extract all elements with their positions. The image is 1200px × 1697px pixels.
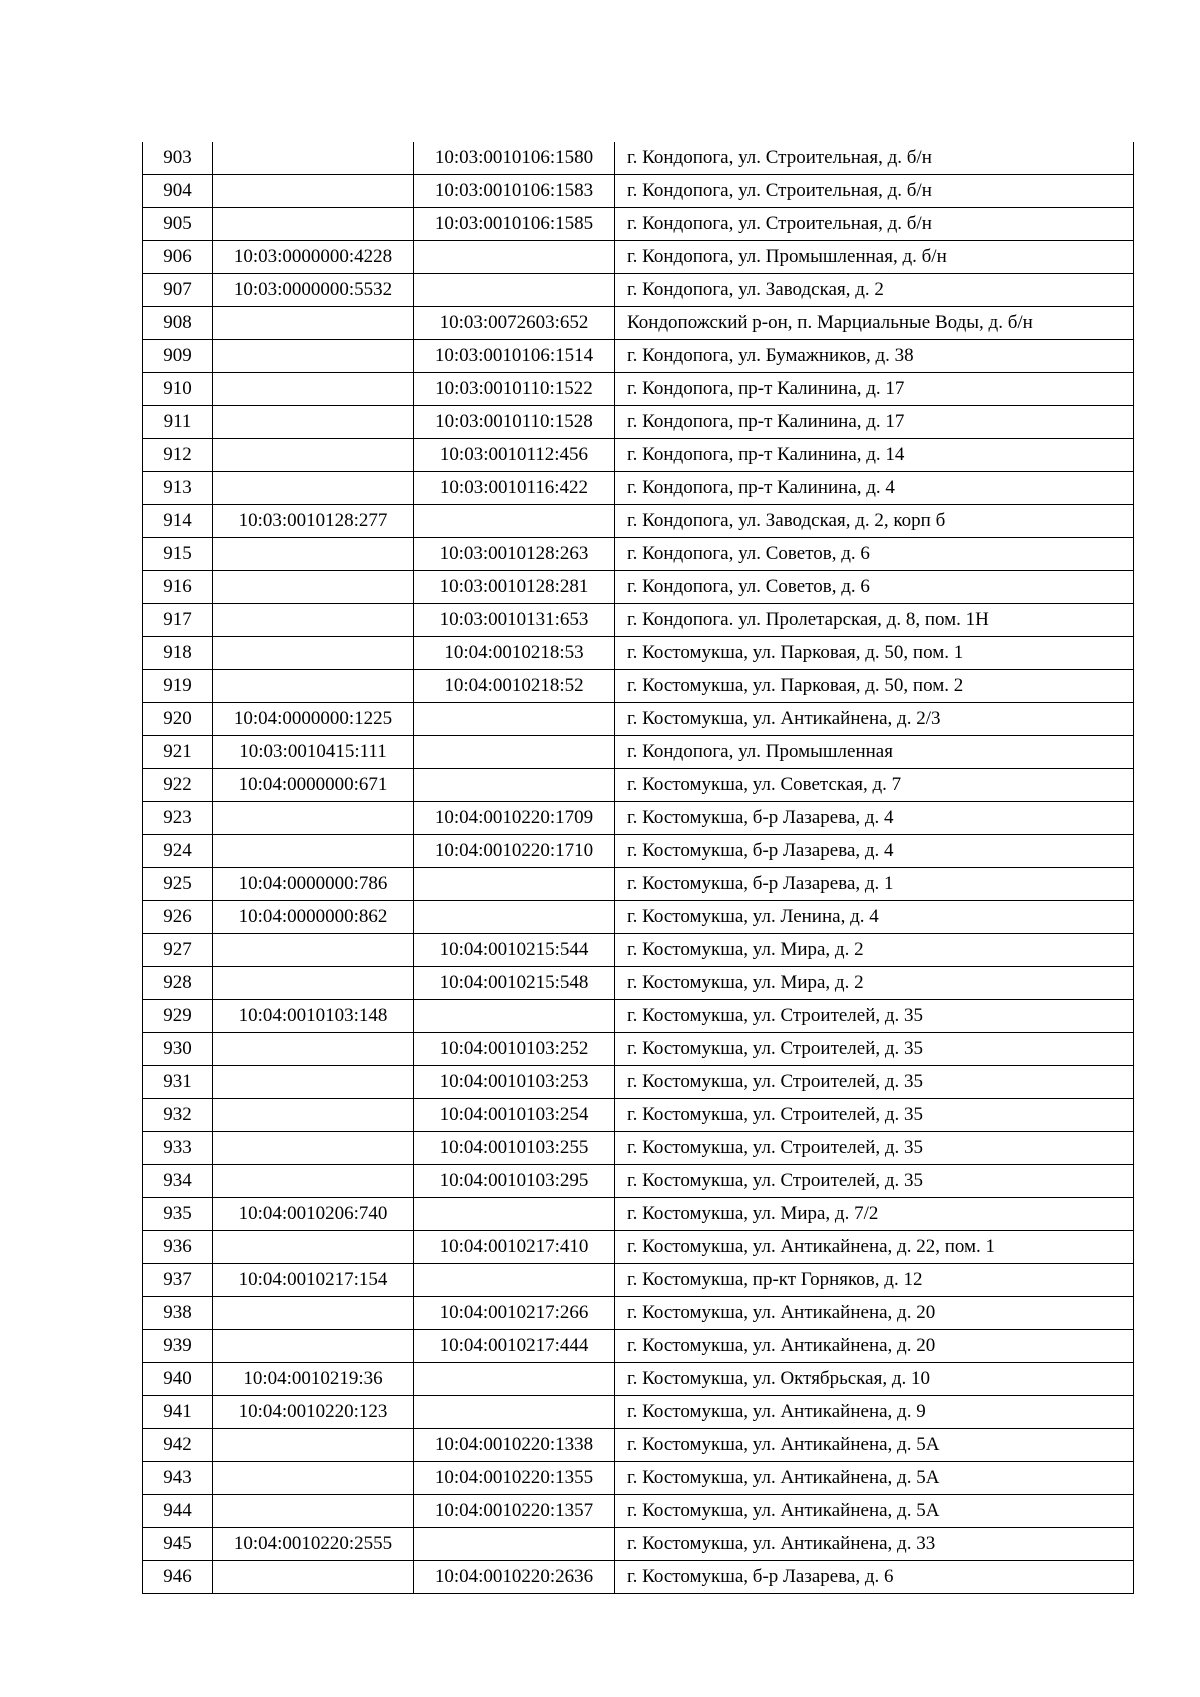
table-row xyxy=(143,901,1134,934)
table-row xyxy=(143,604,1134,637)
land-cadastral-number-cell xyxy=(213,472,414,505)
land-cadastral-number-cell xyxy=(213,208,414,241)
land-cadastral-number-cell: 10:04:0010206:740 xyxy=(213,1198,414,1231)
table-row xyxy=(143,1528,1134,1561)
table-row xyxy=(143,208,1134,241)
land-cadastral-number-cell: 10:03:0010415:111 xyxy=(213,736,414,769)
address-cell: г. Костомукша, ул. Антикайнена, д. 5А xyxy=(615,1495,1134,1528)
table-row xyxy=(143,1066,1134,1099)
address-cell: г. Костомукша, ул. Строителей, д. 35 xyxy=(615,1066,1134,1099)
row-number-cell: 914 xyxy=(143,505,213,538)
land-cadastral-number-cell xyxy=(213,373,414,406)
address-cell: г. Костомукша, ул. Антикайнена, д. 5А xyxy=(615,1429,1134,1462)
land-cadastral-number-cell xyxy=(213,1231,414,1264)
table-row xyxy=(143,1231,1134,1264)
address-cell: г. Костомукша, ул. Октябрьская, д. 10 xyxy=(615,1363,1134,1396)
table-row xyxy=(143,703,1134,736)
table-row xyxy=(143,1198,1134,1231)
object-cadastral-number-cell xyxy=(414,241,615,274)
object-cadastral-number-cell: 10:04:0010218:53 xyxy=(414,637,615,670)
address-cell: г. Кондопога, ул. Заводская, д. 2, корп б xyxy=(615,505,1134,538)
table-row xyxy=(143,1099,1134,1132)
object-cadastral-number-cell: 10:03:0010106:1514 xyxy=(414,340,615,373)
table-row xyxy=(143,1561,1134,1594)
address-cell: г. Костомукша, б-р Лазарева, д. 4 xyxy=(615,835,1134,868)
object-cadastral-number-cell xyxy=(414,1198,615,1231)
address-cell: г. Кондопога, ул. Строительная, д. б/н xyxy=(615,142,1134,175)
address-cell: г. Костомукша, ул. Антикайнена, д. 5А xyxy=(615,1462,1134,1495)
object-cadastral-number-cell xyxy=(414,868,615,901)
land-cadastral-number-cell xyxy=(213,1033,414,1066)
table-row xyxy=(143,505,1134,538)
row-number-cell: 909 xyxy=(143,340,213,373)
land-cadastral-number-cell xyxy=(213,307,414,340)
land-cadastral-number-cell: 10:04:0010220:2555 xyxy=(213,1528,414,1561)
land-cadastral-number-cell xyxy=(213,967,414,1000)
row-number-cell: 931 xyxy=(143,1066,213,1099)
object-cadastral-number-cell: 10:04:0010217:266 xyxy=(414,1297,615,1330)
row-number-cell: 941 xyxy=(143,1396,213,1429)
table-row xyxy=(143,406,1134,439)
land-cadastral-number-cell: 10:04:0010219:36 xyxy=(213,1363,414,1396)
object-cadastral-number-cell xyxy=(414,1363,615,1396)
table-row xyxy=(143,769,1134,802)
object-cadastral-number-cell: 10:04:0010220:2636 xyxy=(414,1561,615,1594)
table-row xyxy=(143,835,1134,868)
table-row xyxy=(143,307,1134,340)
table-row xyxy=(143,1462,1134,1495)
row-number-cell: 925 xyxy=(143,868,213,901)
land-cadastral-number-cell: 10:04:0000000:1225 xyxy=(213,703,414,736)
address-cell: г. Костомукша, ул. Антикайнена, д. 20 xyxy=(615,1297,1134,1330)
row-number-cell: 918 xyxy=(143,637,213,670)
land-cadastral-number-cell: 10:04:0010103:148 xyxy=(213,1000,414,1033)
land-cadastral-number-cell xyxy=(213,1561,414,1594)
object-cadastral-number-cell: 10:04:0010220:1357 xyxy=(414,1495,615,1528)
address-cell: г. Костомукша, ул. Советская, д. 7 xyxy=(615,769,1134,802)
object-cadastral-number-cell: 10:04:0010217:444 xyxy=(414,1330,615,1363)
table-row xyxy=(143,142,1134,175)
address-cell: г. Костомукша, ул. Строителей, д. 35 xyxy=(615,1099,1134,1132)
row-number-cell: 908 xyxy=(143,307,213,340)
object-cadastral-number-cell: 10:03:0010116:422 xyxy=(414,472,615,505)
address-cell: г. Кондопога, ул. Советов, д. 6 xyxy=(615,571,1134,604)
address-cell: г. Костомукша, ул. Мира, д. 2 xyxy=(615,934,1134,967)
address-cell: г. Костомукша, ул. Парковая, д. 50, пом. 1 xyxy=(615,637,1134,670)
land-cadastral-number-cell: 10:04:0010220:123 xyxy=(213,1396,414,1429)
address-cell: г. Костомукша, ул. Антикайнена, д. 20 xyxy=(615,1330,1134,1363)
land-cadastral-number-cell xyxy=(213,1297,414,1330)
object-cadastral-number-cell: 10:04:0010103:253 xyxy=(414,1066,615,1099)
object-cadastral-number-cell: 10:04:0010215:548 xyxy=(414,967,615,1000)
land-cadastral-number-cell xyxy=(213,934,414,967)
row-number-cell: 904 xyxy=(143,175,213,208)
land-cadastral-number-cell: 10:03:0000000:5532 xyxy=(213,274,414,307)
table-row xyxy=(143,241,1134,274)
row-number-cell: 924 xyxy=(143,835,213,868)
table-row xyxy=(143,967,1134,1000)
register-table-body xyxy=(143,142,1134,1594)
land-cadastral-number-cell xyxy=(213,637,414,670)
row-number-cell: 936 xyxy=(143,1231,213,1264)
object-cadastral-number-cell: 10:03:0010112:456 xyxy=(414,439,615,472)
object-cadastral-number-cell xyxy=(414,769,615,802)
address-cell: г. Костомукша, ул. Антикайнена, д. 2/3 xyxy=(615,703,1134,736)
table-row xyxy=(143,472,1134,505)
table-row xyxy=(143,538,1134,571)
address-cell: г. Костомукша, пр-кт Горняков, д. 12 xyxy=(615,1264,1134,1297)
object-cadastral-number-cell: 10:04:0010103:295 xyxy=(414,1165,615,1198)
row-number-cell: 926 xyxy=(143,901,213,934)
object-cadastral-number-cell: 10:04:0010220:1355 xyxy=(414,1462,615,1495)
row-number-cell: 930 xyxy=(143,1033,213,1066)
row-number-cell: 905 xyxy=(143,208,213,241)
table-row xyxy=(143,1264,1134,1297)
row-number-cell: 932 xyxy=(143,1099,213,1132)
address-cell: г. Кондопога, пр-т Калинина, д. 17 xyxy=(615,373,1134,406)
land-cadastral-number-cell xyxy=(213,406,414,439)
land-cadastral-number-cell: 10:03:0010128:277 xyxy=(213,505,414,538)
object-cadastral-number-cell: 10:04:0010218:52 xyxy=(414,670,615,703)
object-cadastral-number-cell: 10:03:0010128:263 xyxy=(414,538,615,571)
row-number-cell: 920 xyxy=(143,703,213,736)
address-cell: г. Кондопога, ул. Бумажников, д. 38 xyxy=(615,340,1134,373)
row-number-cell: 922 xyxy=(143,769,213,802)
table-row xyxy=(143,1000,1134,1033)
address-cell: г. Кондопога, ул. Заводская, д. 2 xyxy=(615,274,1134,307)
row-number-cell: 911 xyxy=(143,406,213,439)
address-cell: г. Кондопога, ул. Строительная, д. б/н xyxy=(615,175,1134,208)
land-cadastral-number-cell xyxy=(213,1165,414,1198)
land-cadastral-number-cell xyxy=(213,175,414,208)
land-cadastral-number-cell xyxy=(213,1132,414,1165)
row-number-cell: 943 xyxy=(143,1462,213,1495)
address-cell: г. Костомукша, ул. Антикайнена, д. 22, пом. 1 xyxy=(615,1231,1134,1264)
address-cell: г. Костомукша, ул. Парковая, д. 50, пом. 2 xyxy=(615,670,1134,703)
row-number-cell: 921 xyxy=(143,736,213,769)
object-cadastral-number-cell xyxy=(414,703,615,736)
table-row xyxy=(143,868,1134,901)
table-row xyxy=(143,1429,1134,1462)
table-row xyxy=(143,1297,1134,1330)
table-row xyxy=(143,1165,1134,1198)
object-cadastral-number-cell: 10:04:0010103:254 xyxy=(414,1099,615,1132)
table-row xyxy=(143,934,1134,967)
land-cadastral-number-cell xyxy=(213,670,414,703)
object-cadastral-number-cell xyxy=(414,736,615,769)
address-cell: г. Костомукша, ул. Мира, д. 2 xyxy=(615,967,1134,1000)
address-cell: г. Кондопога. ул. Пролетарская, д. 8, пом. 1Н xyxy=(615,604,1134,637)
row-number-cell: 927 xyxy=(143,934,213,967)
row-number-cell: 903 xyxy=(143,142,213,175)
object-cadastral-number-cell xyxy=(414,901,615,934)
address-cell: г. Костомукша, ул. Антикайнена, д. 33 xyxy=(615,1528,1134,1561)
land-cadastral-number-cell xyxy=(213,1429,414,1462)
table-row xyxy=(143,1330,1134,1363)
land-cadastral-number-cell xyxy=(213,538,414,571)
land-cadastral-number-cell xyxy=(213,1099,414,1132)
object-cadastral-number-cell xyxy=(414,1000,615,1033)
row-number-cell: 923 xyxy=(143,802,213,835)
row-number-cell: 928 xyxy=(143,967,213,1000)
address-cell: Кондопожский р-он, п. Марциальные Воды, д. б/н xyxy=(615,307,1134,340)
address-cell: г. Кондопога, пр-т Калинина, д. 14 xyxy=(615,439,1134,472)
object-cadastral-number-cell: 10:04:0010103:252 xyxy=(414,1033,615,1066)
land-cadastral-number-cell: 10:04:0000000:786 xyxy=(213,868,414,901)
table-row xyxy=(143,175,1134,208)
row-number-cell: 945 xyxy=(143,1528,213,1561)
land-cadastral-number-cell xyxy=(213,1330,414,1363)
table-row xyxy=(143,1396,1134,1429)
row-number-cell: 946 xyxy=(143,1561,213,1594)
table-row xyxy=(143,439,1134,472)
address-cell: г. Костомукша, ул. Строителей, д. 35 xyxy=(615,1000,1134,1033)
object-cadastral-number-cell: 10:03:0010131:653 xyxy=(414,604,615,637)
table-row xyxy=(143,1495,1134,1528)
table-row xyxy=(143,802,1134,835)
row-number-cell: 907 xyxy=(143,274,213,307)
row-number-cell: 935 xyxy=(143,1198,213,1231)
table-row xyxy=(143,670,1134,703)
property-register-table xyxy=(142,142,1134,1594)
address-cell: г. Кондопога, ул. Промышленная, д. б/н xyxy=(615,241,1134,274)
land-cadastral-number-cell: 10:04:0010217:154 xyxy=(213,1264,414,1297)
table-row xyxy=(143,373,1134,406)
row-number-cell: 910 xyxy=(143,373,213,406)
row-number-cell: 933 xyxy=(143,1132,213,1165)
land-cadastral-number-cell xyxy=(213,439,414,472)
address-cell: г. Кондопога, пр-т Калинина, д. 17 xyxy=(615,406,1134,439)
object-cadastral-number-cell: 10:03:0010110:1522 xyxy=(414,373,615,406)
row-number-cell: 919 xyxy=(143,670,213,703)
address-cell: г. Костомукша, ул. Строителей, д. 35 xyxy=(615,1165,1134,1198)
object-cadastral-number-cell: 10:03:0010106:1583 xyxy=(414,175,615,208)
address-cell: г. Кондопога, ул. Промышленная xyxy=(615,736,1134,769)
land-cadastral-number-cell: 10:04:0000000:671 xyxy=(213,769,414,802)
object-cadastral-number-cell: 10:04:0010217:410 xyxy=(414,1231,615,1264)
table-row xyxy=(143,637,1134,670)
land-cadastral-number-cell: 10:04:0000000:862 xyxy=(213,901,414,934)
row-number-cell: 913 xyxy=(143,472,213,505)
row-number-cell: 917 xyxy=(143,604,213,637)
address-cell: г. Костомукша, б-р Лазарева, д. 6 xyxy=(615,1561,1134,1594)
object-cadastral-number-cell: 10:04:0010220:1710 xyxy=(414,835,615,868)
object-cadastral-number-cell xyxy=(414,1528,615,1561)
object-cadastral-number-cell: 10:04:0010103:255 xyxy=(414,1132,615,1165)
row-number-cell: 944 xyxy=(143,1495,213,1528)
object-cadastral-number-cell xyxy=(414,505,615,538)
land-cadastral-number-cell xyxy=(213,1462,414,1495)
land-cadastral-number-cell xyxy=(213,1066,414,1099)
object-cadastral-number-cell: 10:03:0010106:1580 xyxy=(414,142,615,175)
land-cadastral-number-cell xyxy=(213,142,414,175)
address-cell: г. Кондопога, ул. Советов, д. 6 xyxy=(615,538,1134,571)
object-cadastral-number-cell: 10:03:0010128:281 xyxy=(414,571,615,604)
address-cell: г. Костомукша, ул. Антикайнена, д. 9 xyxy=(615,1396,1134,1429)
row-number-cell: 940 xyxy=(143,1363,213,1396)
row-number-cell: 912 xyxy=(143,439,213,472)
row-number-cell: 934 xyxy=(143,1165,213,1198)
table-row xyxy=(143,1033,1134,1066)
row-number-cell: 942 xyxy=(143,1429,213,1462)
table-row xyxy=(143,571,1134,604)
land-cadastral-number-cell: 10:03:0000000:4228 xyxy=(213,241,414,274)
land-cadastral-number-cell xyxy=(213,835,414,868)
row-number-cell: 915 xyxy=(143,538,213,571)
table-row xyxy=(143,274,1134,307)
object-cadastral-number-cell: 10:03:0010110:1528 xyxy=(414,406,615,439)
object-cadastral-number-cell xyxy=(414,1264,615,1297)
address-cell: г. Костомукша, б-р Лазарева, д. 1 xyxy=(615,868,1134,901)
object-cadastral-number-cell: 10:04:0010215:544 xyxy=(414,934,615,967)
address-cell: г. Кондопога, пр-т Калинина, д. 4 xyxy=(615,472,1134,505)
object-cadastral-number-cell: 10:04:0010220:1338 xyxy=(414,1429,615,1462)
object-cadastral-number-cell xyxy=(414,274,615,307)
address-cell: г. Костомукша, ул. Строителей, д. 35 xyxy=(615,1033,1134,1066)
row-number-cell: 939 xyxy=(143,1330,213,1363)
address-cell: г. Костомукша, ул. Ленина, д. 4 xyxy=(615,901,1134,934)
object-cadastral-number-cell xyxy=(414,1396,615,1429)
land-cadastral-number-cell xyxy=(213,802,414,835)
land-cadastral-number-cell xyxy=(213,571,414,604)
address-cell: г. Костомукша, ул. Строителей, д. 35 xyxy=(615,1132,1134,1165)
land-cadastral-number-cell xyxy=(213,604,414,637)
table-row xyxy=(143,1132,1134,1165)
row-number-cell: 937 xyxy=(143,1264,213,1297)
address-cell: г. Костомукша, б-р Лазарева, д. 4 xyxy=(615,802,1134,835)
land-cadastral-number-cell xyxy=(213,1495,414,1528)
object-cadastral-number-cell: 10:03:0010106:1585 xyxy=(414,208,615,241)
row-number-cell: 906 xyxy=(143,241,213,274)
address-cell: г. Костомукша, ул. Мира, д. 7/2 xyxy=(615,1198,1134,1231)
table-row xyxy=(143,340,1134,373)
object-cadastral-number-cell: 10:04:0010220:1709 xyxy=(414,802,615,835)
object-cadastral-number-cell: 10:03:0072603:652 xyxy=(414,307,615,340)
row-number-cell: 916 xyxy=(143,571,213,604)
row-number-cell: 938 xyxy=(143,1297,213,1330)
table-row xyxy=(143,736,1134,769)
address-cell: г. Кондопога, ул. Строительная, д. б/н xyxy=(615,208,1134,241)
land-cadastral-number-cell xyxy=(213,340,414,373)
row-number-cell: 929 xyxy=(143,1000,213,1033)
table-row xyxy=(143,1363,1134,1396)
